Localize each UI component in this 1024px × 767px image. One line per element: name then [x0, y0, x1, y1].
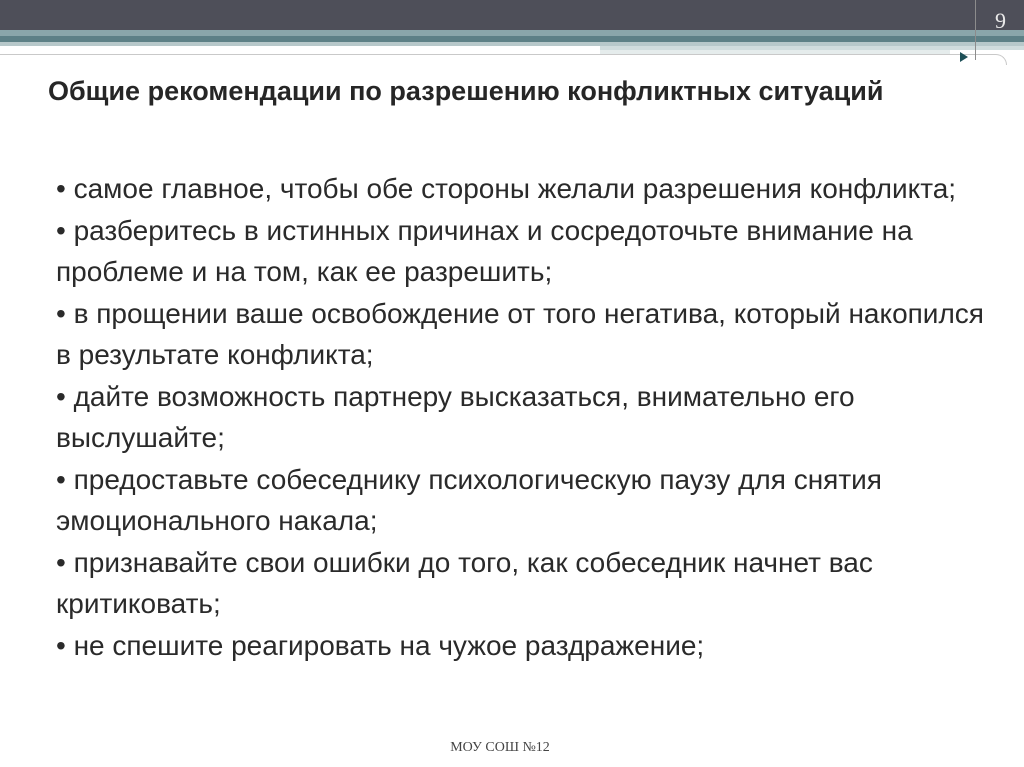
list-item: • признавайте свои ошибки до того, как собеседник начнет вас критиковать; — [56, 546, 873, 619]
page-number: 9 — [995, 8, 1006, 33]
list-item: • в прощении ваше освобождение от того негатива, который накопился в результате конфликта; — [56, 297, 984, 370]
decor-triangle-icon — [960, 52, 968, 62]
list-item: • предоставьте собеседнику психологическую паузу для снятия эмоционального накала; — [56, 463, 882, 536]
slide-footer: МОУ СОШ №12 — [450, 740, 550, 755]
recommendations-list — [56, 168, 1006, 666]
list-item: • самое главное, чтобы обе стороны желали разрешения конфликта; — [56, 173, 957, 204]
top-bar — [0, 0, 1024, 30]
slide-frame — [0, 54, 1007, 65]
list-item: • не спешите реагировать на чужое раздражение; — [56, 629, 705, 661]
list-item: • дайте возможность партнеру высказаться, внимательно его выслушайте; — [56, 380, 855, 453]
slide-title: Общие рекомендации по разрешению конфликтных ситуаций — [48, 76, 884, 106]
list-item: • разберитесь в истинных причинах и сосредоточьте внимание на проблеме и на том, как ее разрешить; — [56, 214, 913, 287]
